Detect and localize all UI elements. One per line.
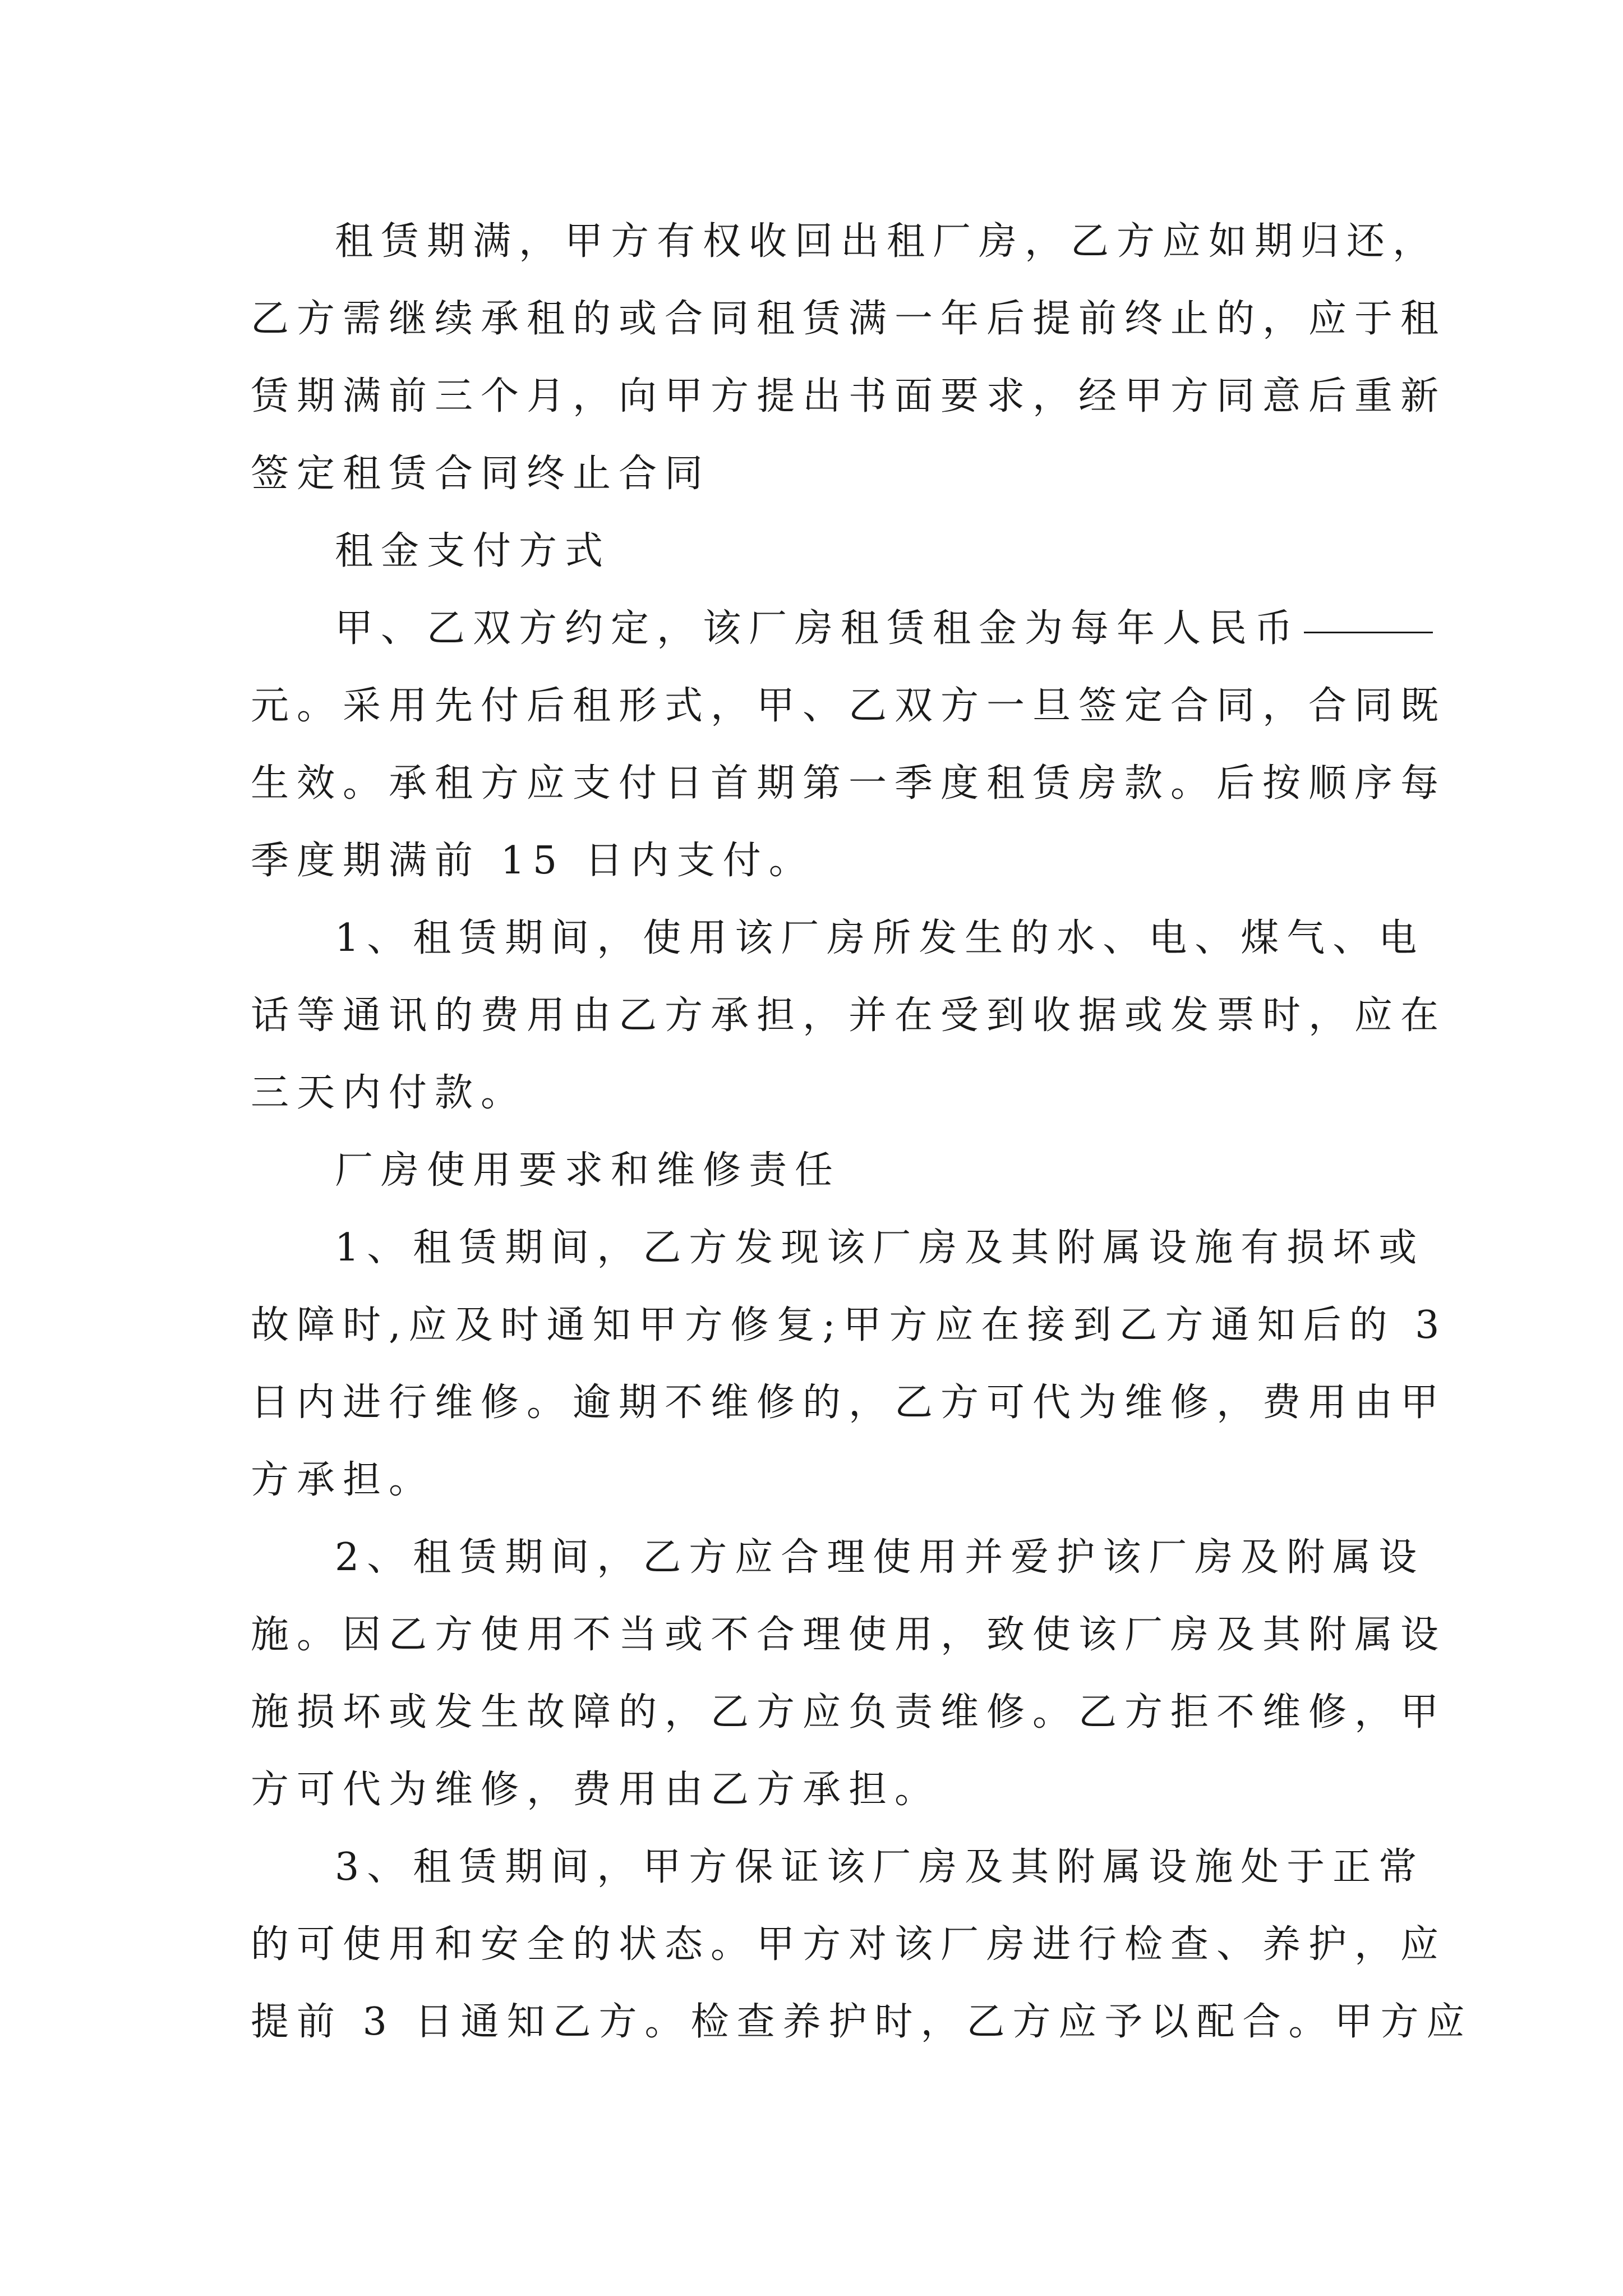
text-line-content: 甲、乙双方约定，该厂房租赁租金为每年人民币 — [335, 606, 1301, 651]
text-line-content: 故障时,应及时通知甲方修复;甲方应在接到乙方通知后的 3 — [251, 1303, 1447, 1347]
text-line-content: 季度期满前 15 日内支付。 — [251, 839, 815, 883]
text-line-content: 1、租赁期间，使用该厂房所发生的水、电、煤气、电 — [335, 916, 1425, 960]
text-line — [251, 1132, 1389, 1209]
text-line-content: 施。因乙方使用不当或不合理使用，致使该厂房及其附属设 — [251, 1613, 1447, 1657]
text-line — [251, 745, 1447, 822]
text-line — [251, 1984, 1473, 2061]
text-line-content: 的可使用和安全的状态。甲方对该厂房进行检查、养护，应 — [251, 1922, 1447, 1967]
text-line-content: 租赁期满，甲方有权收回出租厂房，乙方应如期归还， — [335, 219, 1439, 264]
document-body — [251, 203, 1473, 2061]
text-line-content: 提前 3 日通知乙方。检查养护时，乙方应予以配合。甲方应 — [251, 2000, 1473, 2044]
text-line — [251, 1287, 1447, 1364]
text-line-content: 话等通讯的费用由乙方承担，并在受到收据或发票时，应在 — [251, 993, 1447, 1038]
text-line-content: 元。采用先付后租形式，甲、乙双方一旦签定合同，合同既 — [251, 684, 1447, 728]
text-line — [251, 1519, 1425, 1596]
text-line — [251, 668, 1447, 745]
text-line-content: 2、租赁期间，乙方应合理使用并爱护该厂房及附属设 — [335, 1535, 1425, 1580]
text-line-content: 赁期满前三个月，向甲方提出书面要求，经甲方同意后重新 — [251, 374, 1447, 418]
text-line-content: 1、租赁期间，乙方发现该厂房及其附属设施有损坏或 — [335, 1226, 1425, 1270]
text-line — [251, 1442, 1389, 1519]
text-line — [251, 1364, 1447, 1442]
text-line — [251, 1209, 1425, 1287]
text-line — [251, 203, 1439, 280]
text-line-content: 方可代为维修，费用由乙方承担。 — [251, 1768, 941, 1812]
text-line — [251, 358, 1447, 435]
text-line-content: 方承担。 — [251, 1458, 435, 1502]
text-line-content: 生效。承租方应支付日首期第一季度租赁房款。后按顺序每 — [251, 761, 1447, 806]
text-line-content: 施损坏或发生故障的，乙方应负责维修。乙方拒不维修，甲 — [251, 1690, 1447, 1734]
text-line — [251, 1751, 1389, 1829]
text-line-content: 乙方需继续承租的或合同租赁满一年后提前终止的，应于租 — [251, 297, 1447, 341]
text-line — [251, 280, 1447, 358]
amount-blank-underline — [1304, 629, 1433, 633]
text-line — [251, 1055, 1389, 1132]
text-line-content: 日内进行维修。逾期不维修的，乙方可代为维修，费用由甲 — [251, 1381, 1447, 1425]
text-line-content: 三天内付款。 — [251, 1071, 527, 1115]
text-line — [251, 1906, 1447, 1984]
text-line — [251, 977, 1447, 1055]
text-line — [251, 1674, 1447, 1751]
text-line — [251, 435, 1389, 513]
text-line-content: 租金支付方式 — [335, 529, 611, 573]
text-line — [251, 1829, 1425, 1906]
text-line — [251, 822, 1389, 900]
text-line — [251, 1596, 1447, 1674]
text-line-content: 厂房使用要求和维修责任 — [335, 1148, 841, 1193]
text-line-content: 3、租赁期间，甲方保证该厂房及其附属设施处于正常 — [335, 1845, 1425, 1889]
text-line-content: 签定租赁合同终止合同 — [251, 452, 711, 496]
text-line — [251, 590, 1389, 668]
text-line — [251, 513, 1389, 590]
text-line — [251, 900, 1425, 977]
